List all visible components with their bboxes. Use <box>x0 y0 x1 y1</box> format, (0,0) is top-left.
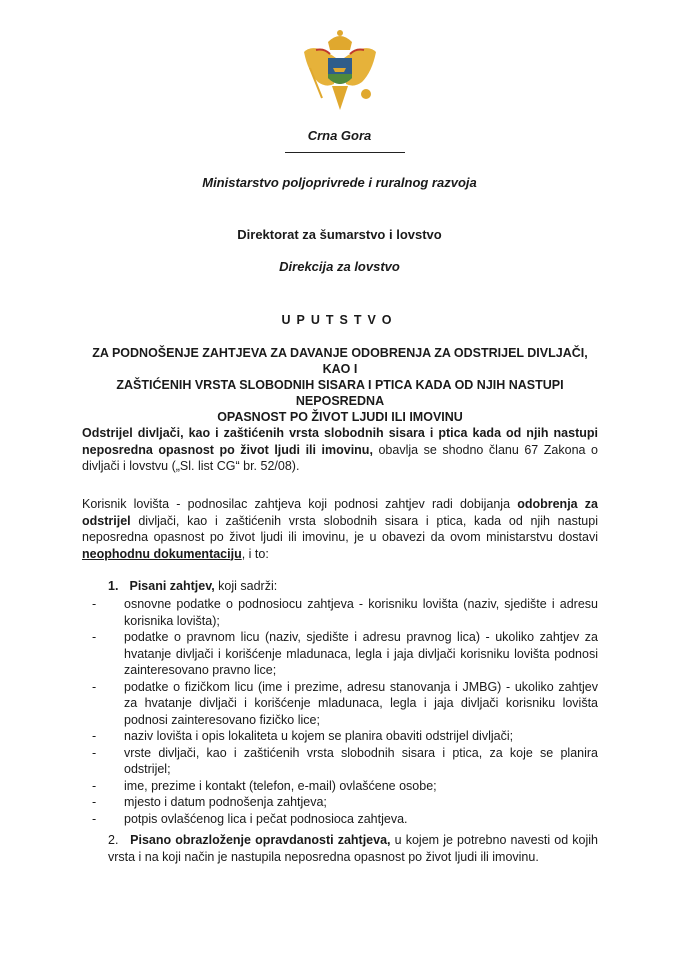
sub-list-item <box>90 811 598 828</box>
coat-of-arms-icon <box>300 28 380 113</box>
sub-item-text: podatke o pravnom licu (naziv, sjedište i adresu pravnog lica) - ukoliko zahtjev za hvatanje divljači i korišćenje mladunaca, legla i jaja divljači korisniku lovišta podnosi zainteresovano pravno lice; <box>124 630 598 677</box>
dash-bullet: - <box>92 729 97 743</box>
sub-item-text: potpis ovlašćenog lica i pečat podnosioca zahtjeva. <box>124 811 408 826</box>
sub-list-item <box>90 629 598 679</box>
list-item-justification <box>108 832 598 865</box>
document-subtitle <box>90 345 590 425</box>
item-text: koji sadrži: <box>214 579 278 593</box>
list-item-written-request <box>108 578 277 595</box>
item-number: 2. <box>108 833 119 847</box>
requirements-paragraph <box>82 496 598 562</box>
subtitle-line: OPASNOST PO ŽIVOT LJUDI ILI IMOVINU <box>217 410 463 424</box>
requirements-text-1: Korisnik lovišta - podnosilac zahtjeva koji podnosi zahtjev radi dobijanja <box>82 497 518 511</box>
sub-list-item <box>90 596 598 629</box>
direction-name: Direkcija za lovstvo <box>279 259 400 274</box>
item-number: 1. <box>108 579 119 593</box>
dash-bullet: - <box>92 630 97 644</box>
sub-list-item <box>90 794 598 811</box>
requirements-bold: odobrenja za odstrijel <box>82 497 599 528</box>
request-contents-list <box>90 596 598 827</box>
requirements-text-2: divljači, kao i zaštićenih vrsta slobodnih sisara i ptica, kada od njih nastupi neposredna opasnost po život ljudi ili imovinu, je u obavezi da ovom ministarstvu dostavi <box>82 513 598 544</box>
header-rule <box>285 152 405 153</box>
item-bold: Pisano obrazloženje opravdanosti zahtjeva, <box>130 833 391 847</box>
requirements-text-3: , i to: <box>241 546 269 561</box>
sub-list-item <box>90 745 598 778</box>
intro-text: obavlja se shodno članu 67 Zakona o divljači i lovstvu („Sl. list CG“ br. 52/08). <box>82 442 598 473</box>
sub-item-text: ime, prezime i kontakt (telefon, e-mail) ovlašćene osobe; <box>124 778 437 793</box>
ministry-name: Ministarstvo poljoprivrede i ruralnog razvoja <box>202 175 477 190</box>
sub-item-text: podatke o fizičkom licu (ime i prezime, adresu stanovanja i JMBG) - ukoliko zahtjev za hvatanje divljači i korišćenje mladunaca, legla i jaja divljači korisniku lovišta podnosi zainteresovano fizičko lice; <box>124 679 598 727</box>
subtitle-line: ZAŠTIĆENIH VRSTA SLOBODNIH SISARA I PTICA KADA OD NJIH NASTUPI NEPOSREDNA <box>116 378 564 408</box>
item-bold: Pisani zahtjev, <box>129 579 215 593</box>
country-name: Crna Gora <box>307 128 372 143</box>
sub-item-text: vrste divljači, kao i zaštićenih vrsta slobodnih sisara i ptica, za koje se planira odstrijel; <box>124 745 598 776</box>
sub-item-text: osnovne podatke o podnosiocu zahtjeva - korisniku lovišta (naziv, sjedište i adresu korisnika lovišta); <box>124 597 598 628</box>
intro-bold-text: Odstrijel divljači, kao i zaštićenih vrsta slobodnih sisara i ptica kada od njih nastupi neposredna opasnost po život ljudi ili imovinu, <box>82 426 598 457</box>
required-documentation: neophodnu dokumentaciju <box>82 546 242 561</box>
sub-list-item <box>90 728 598 745</box>
document-title: UPUTSTVO <box>281 313 398 327</box>
intro-paragraph <box>82 425 598 475</box>
subtitle-line: ZA PODNOŠENJE ZAHTJEVA ZA DAVANJE ODOBRENJA ZA ODSTRIJEL DIVLJAČI, KAO I <box>92 346 588 376</box>
sub-list-item <box>90 679 598 729</box>
dash-bullet: - <box>92 778 97 793</box>
dash-bullet: - <box>92 811 97 826</box>
dash-bullet: - <box>92 679 97 694</box>
sub-item-text: mjesto i datum podnošenja zahtjeva; <box>124 795 327 809</box>
dash-bullet: - <box>92 597 97 611</box>
dash-bullet: - <box>92 795 97 809</box>
sub-list-item <box>90 778 598 795</box>
dash-bullet: - <box>92 745 97 760</box>
sub-item-text: naziv lovišta i opis lokaliteta u kojem se planira obaviti odstrijel divljači; <box>124 729 514 743</box>
directorate-name: Direktorat za šumarstvo i lovstvo <box>237 227 442 242</box>
item-text: u kojem je potrebno navesti od kojih vrsta i na koji način je nastupila neposredna opasnost po život ljudi ili imovinu. <box>108 833 598 864</box>
